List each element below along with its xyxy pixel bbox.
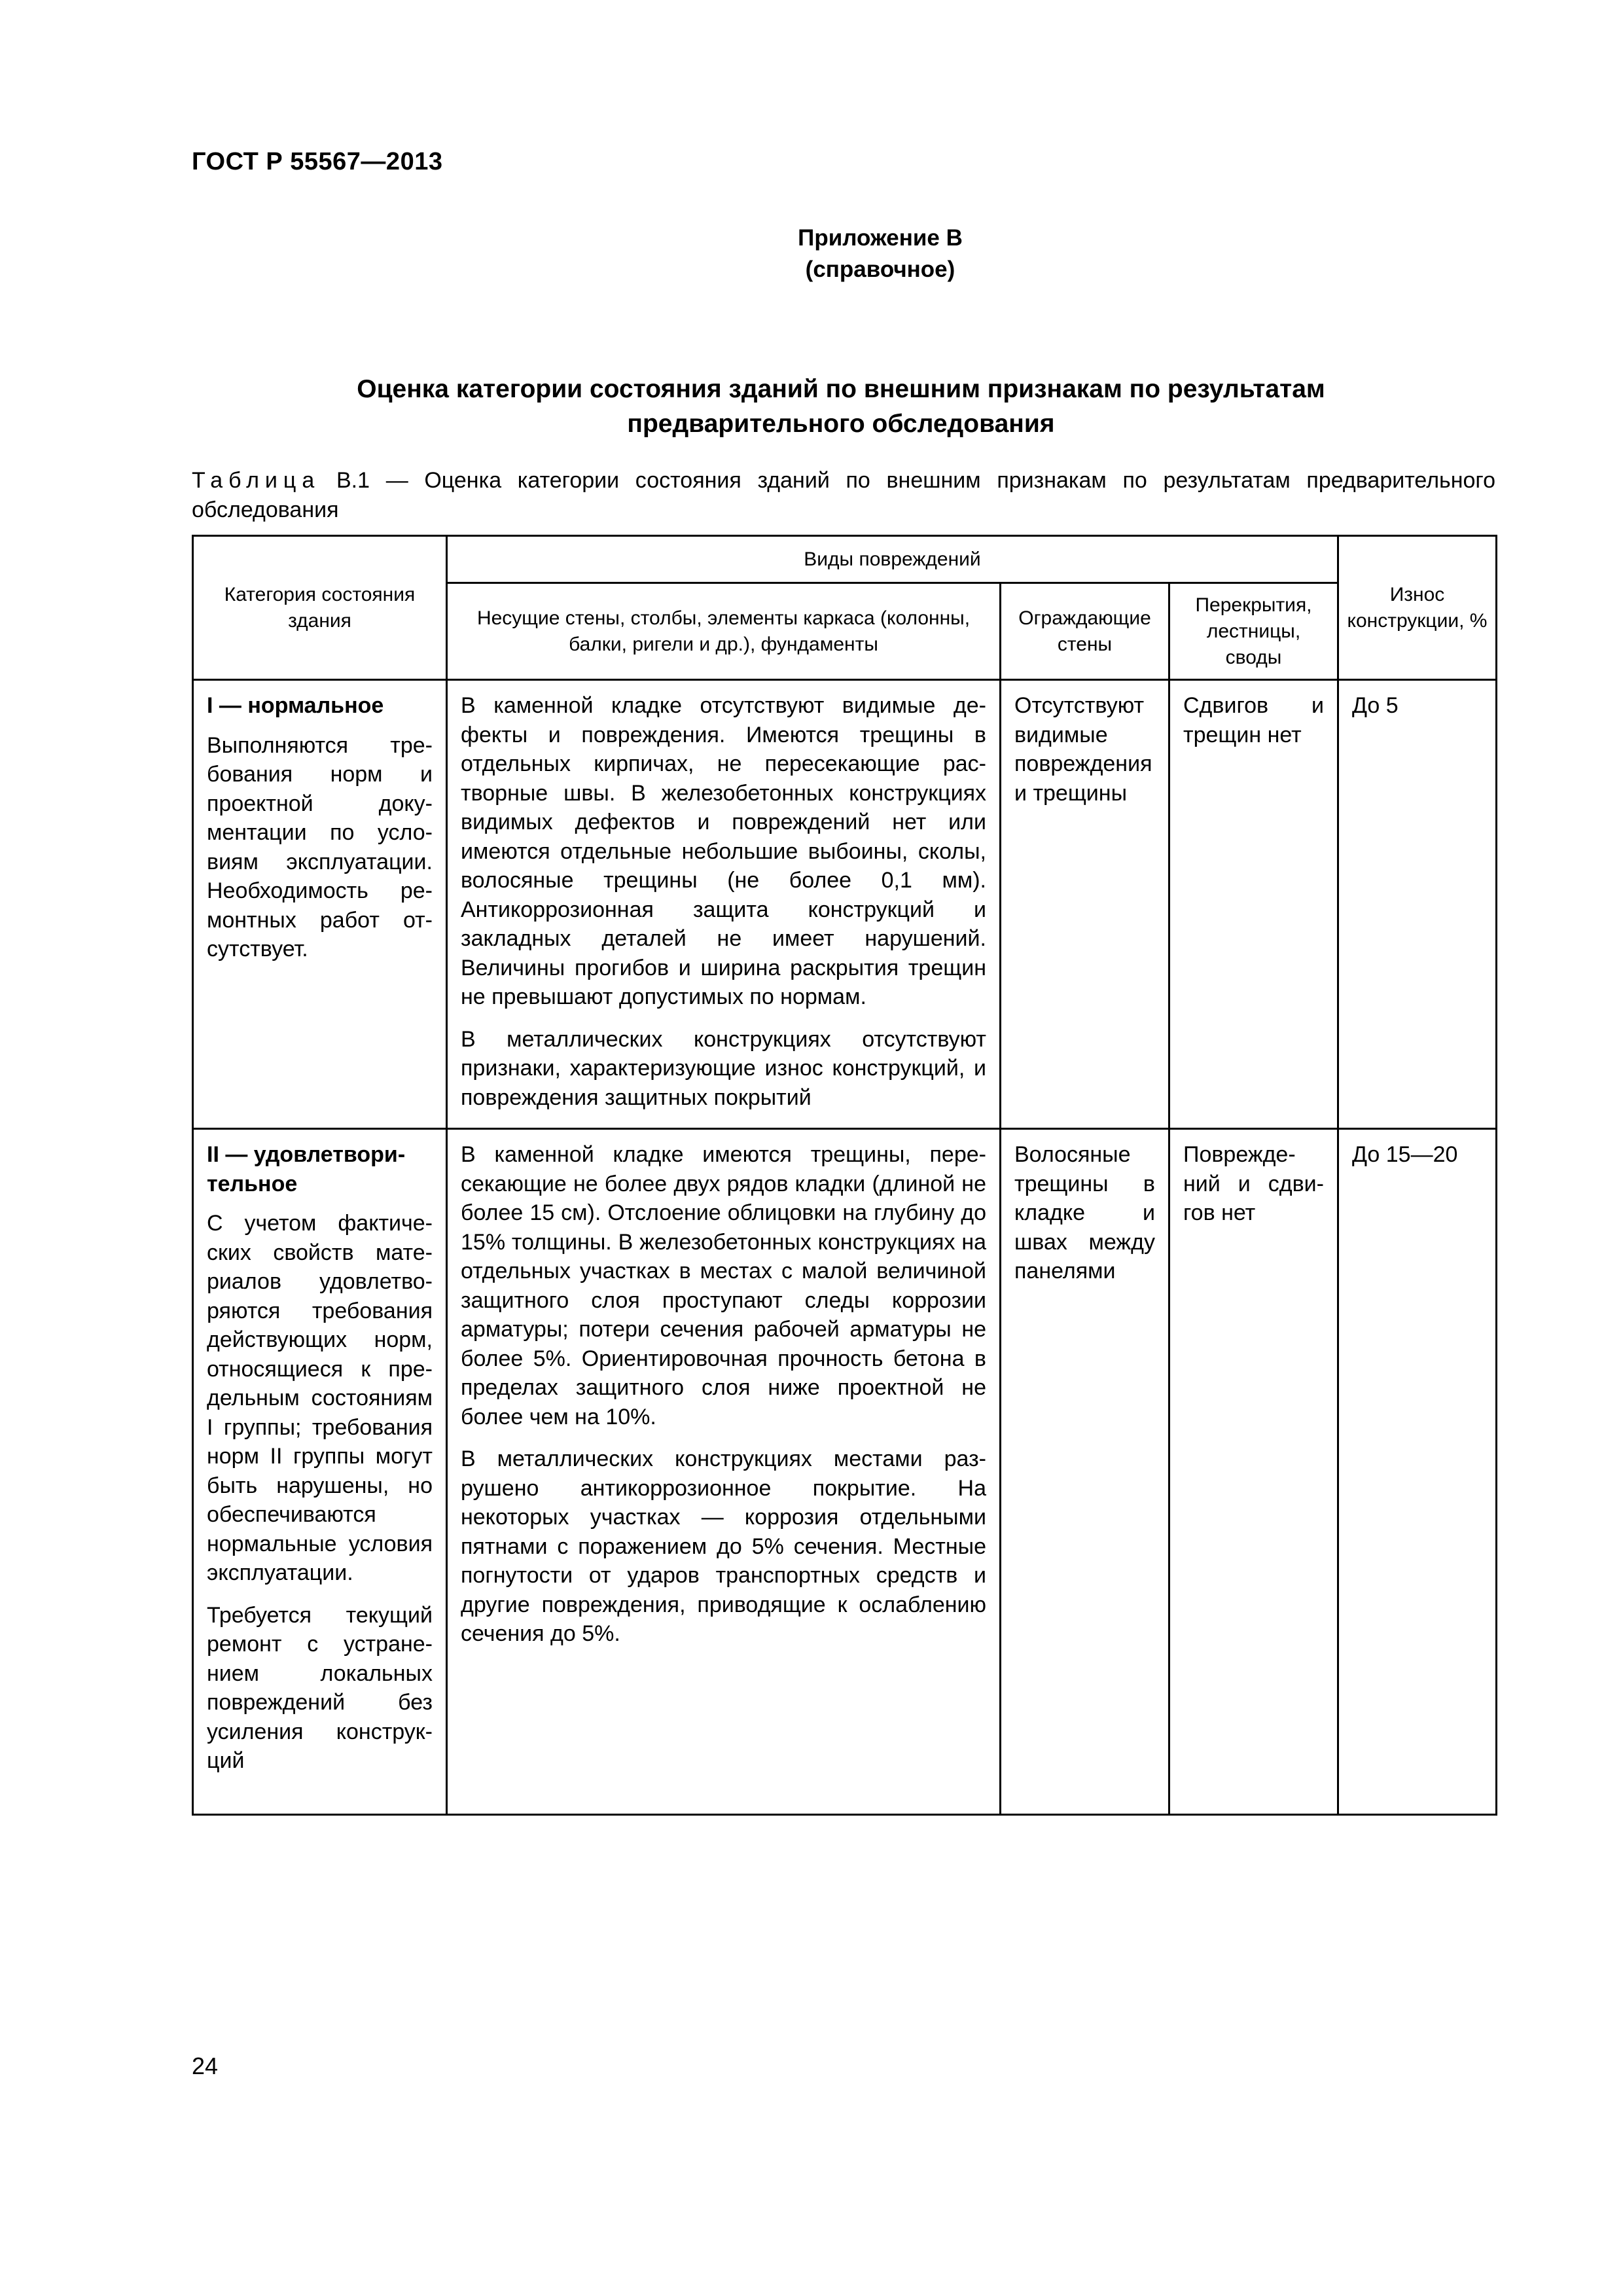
category-description: Выполняются требования норм и проектной документации по условиям эксплуатации. Необходимость ремонтных работ отсутствует. xyxy=(207,732,433,961)
category-title: I — нормальное xyxy=(207,693,384,718)
section-title xyxy=(0,372,1623,441)
floors-text: Сдвигов и трещин нет xyxy=(1183,693,1324,747)
appendix-label: Приложение В xyxy=(798,225,963,251)
category-title: II — удовлетворительное xyxy=(207,1142,406,1196)
enclosing-text: Отсутствуют видимые повреждения и трещины xyxy=(1014,693,1152,806)
bearing-text: В каменной кладке отсутствуют видимые дефекты и повреждения. Имеются трещины в отдельных кирпичах, не пересекающие растворные швы. В железобетонных конструкциях видимых дефектов и повреждений нет или имеются отдельные небольшие выбоины, сколы, волосяные трещины (не более 0,1 мм). Антикоррозионная защита конструкций и закладных деталей не имеет нарушений. Величины прогибов и ширина раскрытия трещин не превышают допустимых по нормам. xyxy=(461,693,986,1009)
header-floors: Перекрытия, лестницы, своды xyxy=(1169,583,1338,680)
category-cell xyxy=(193,1129,447,1815)
header-wear: Износ конструкции, % xyxy=(1338,536,1497,680)
section-title-line-1: Оценка категории состояния зданий по внешним признакам по результатам xyxy=(357,375,1325,403)
header-damage-types: Виды повреждений xyxy=(447,536,1338,583)
floors-text: Повреждений и сдвигов нет xyxy=(1183,1142,1324,1225)
table-caption-label: Таблица xyxy=(192,468,321,493)
category-cell xyxy=(193,680,447,1129)
table-header-row xyxy=(193,536,1497,583)
enclosing-cell xyxy=(1001,1129,1169,1815)
category-description: С учетом фактических свойств материалов удовлетворяются требования действующих норм, относящиеся к предельным состояниям I группы; требования норм II группы могут быть нарушены, но обеспечиваются нормальные условия эксплуатации. xyxy=(207,1211,433,1585)
table-row xyxy=(193,680,1497,1129)
bearing-text: В каменной кладке имеются трещины, пересекающие не более двух рядов кладки (длиной не более 15 см). Отслоение облицовки на глубину до 15% толщины. В железобетонных конструкциях на отдельных участках в местах с малой величиной защитного слоя проступают следы коррозии арматуры; потери сечения рабочей арматуры не более 5%. Ориентировочная прочность бетона в пределах защитного слоя ниже проектной не более чем на 10%. xyxy=(461,1142,986,1429)
wear-cell xyxy=(1338,680,1497,1129)
floors-cell xyxy=(1169,680,1338,1129)
enclosing-text: Волосяные трещины в кладке и швах между панелями xyxy=(1014,1142,1155,1283)
header-enclosing: Ограждающие стены xyxy=(1001,583,1169,680)
wear-text: До 15—20 xyxy=(1352,1142,1458,1167)
document-code: ГОСТ Р 55567—2013 xyxy=(192,148,443,175)
page-number: 24 xyxy=(192,2053,219,2079)
table-caption-text: В.1 — Оценка категории состояния зданий по внешним признакам по результатам предварительного обследования xyxy=(192,468,1495,522)
wear-text: До 5 xyxy=(1352,693,1399,718)
wear-cell xyxy=(1338,1129,1497,1815)
category-description: Требуется текущий ремонт с устранением локальных повреждений без усиления конструкций xyxy=(207,1602,433,1773)
bearing-cell xyxy=(447,1129,1001,1815)
table-caption xyxy=(192,466,1495,525)
bearing-text: В металлических конструкциях местами разрушено антикоррозионное покрытие. На некоторых участках — коррозия отдельными пятнами с поражением до 5% сечения. Местные погнутости от ударов транспортных средств и другие повреждения, приводящие к ослаблению сечения до 5%. xyxy=(461,1446,986,1646)
appendix-heading xyxy=(0,223,1623,285)
floors-cell xyxy=(1169,1129,1338,1815)
bearing-cell xyxy=(447,680,1001,1129)
header-bearing: Несущие стены, столбы, элементы каркаса (колонны, балки, ригели и др.), фундаменты xyxy=(447,583,1001,680)
bearing-text: В металлических конструкциях отсутствуют признаки, характеризующие износ конструкций, и повреждения защитных покрытий xyxy=(461,1026,986,1110)
header-category: Категория состояния здания xyxy=(193,536,447,680)
table-row xyxy=(193,1129,1497,1815)
section-title-line-2: предварительного обследования xyxy=(627,410,1055,438)
enclosing-cell xyxy=(1001,680,1169,1129)
appendix-type: (справочное) xyxy=(805,257,955,282)
condition-table xyxy=(192,535,1497,1816)
